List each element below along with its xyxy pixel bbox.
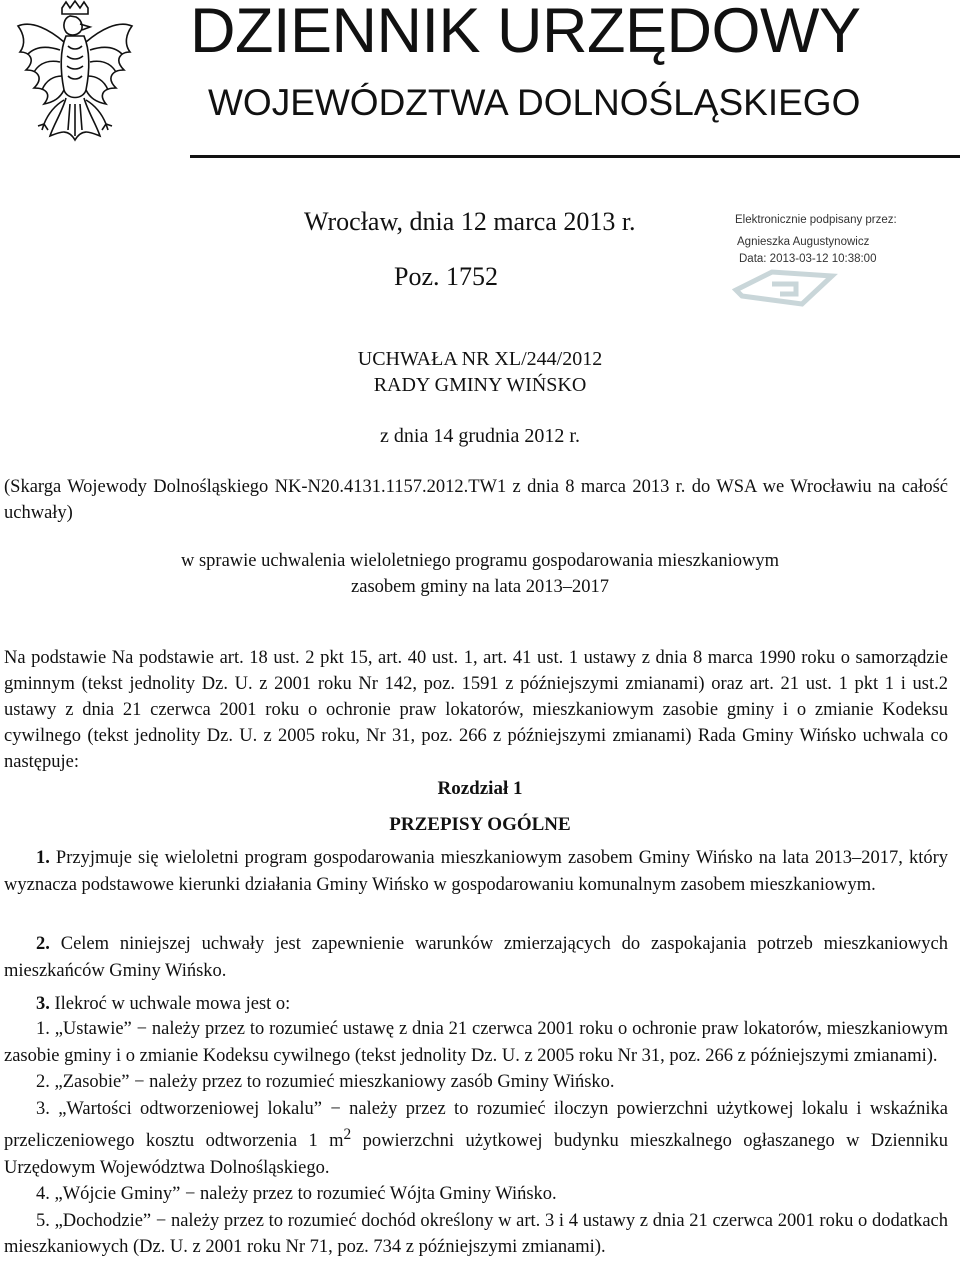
list-item: 4. „Wójcie Gminy” − należy przez to rozumieć Wójta Gminy Wińsko. [36, 1184, 557, 1205]
resolution-date: z dnia 14 grudnia 2012 r. [380, 425, 580, 447]
chapter-title: PRZEPISY OGÓLNE [389, 814, 571, 835]
superscript: 2 [343, 1126, 352, 1143]
publication-date: Wrocław, dnia 12 marca 2013 r. [304, 207, 636, 236]
chapter-label: Rozdział 1 [437, 778, 523, 799]
complaint-note: (Skarga Wojewody Dolnośląskiego NK-N20.4131.1157.2012.TW1 z dnia 8 marca 2013 r. do WSA we Wrocławiu na całość uchwały) [4, 477, 948, 523]
paragraph-text: Ilekroć w uchwale mowa jest o: [49, 994, 291, 1014]
resolution-subject-line2: zasobem gminy na lata 2013–2017 [351, 577, 609, 597]
paragraph-3 [4, 991, 948, 1018]
signature-label: Elektronicznie podpisany przez: [735, 214, 897, 226]
definitions-list [4, 1016, 948, 1261]
electronic-signature [732, 210, 960, 310]
resolution-number: UCHWAŁA NR XL/244/2012 [357, 348, 603, 370]
eagle-emblem-icon [10, 0, 140, 178]
list-item: 5. „Dochodzie” − należy przez to rozumieć dochód określony w art. 3 i 4 ustawy z dnia 21 czerwca 2001 roku o dodatkach mieszkaniowych (Dz. U. z 2001 roku Nr 71, poz. 734 z późniejszymi zmianami). [4, 1210, 948, 1258]
gazette-subtitle: WOJEWÓDZTWA DOLNOŚLĄSKIEGO [208, 82, 861, 123]
position-number: Poz. 1752 [394, 262, 498, 291]
list-item: 1. „Ustawie” − należy przez to rozumieć ustawę z dnia 21 czerwca 2001 roku o ochronie praw lokatorów, mieszkaniowym zasobie gminy i o zmianie Kodeksu cywilnego (tekst jednolity Dz. U. z 2005 roku Nr 31, poz. 266 z późniejszymi zmianami). [4, 1019, 948, 1066]
resolution-subject-line1: w sprawie uchwalenia wieloletniego programu gospodarowania mieszkaniowym [181, 551, 779, 571]
paragraph-number: 1. [36, 848, 50, 868]
list-item: 2. „Zasobie” − należy przez to rozumieć mieszkaniowy zasób Gminy Wińsko. [36, 1072, 615, 1092]
paragraph-2 [4, 931, 948, 984]
resolution-council: RADY GMINY WIŃSKO [373, 374, 587, 396]
signature-date: Data: 2013-03-12 10:38:00 [739, 253, 877, 265]
paragraph-1 [4, 845, 948, 898]
gazette-title: DZIENNIK URZĘDOWY [190, 0, 861, 66]
signature-signer: Agnieszka Augustynowicz [737, 236, 870, 248]
legal-basis: Na podstawie Na podstawie art. 18 ust. 2 pkt 15, art. 40 ust. 1, art. 41 ust. 1 ustawy z dnia 8 marca 1990 roku o samorządzie gminnym (tekst jednolity Dz. U. z 2001 roku Nr 142, poz. 1591 z późniejszymi zmianami) oraz art. 21 ust. 1 pkt 1 i ust.2 ustawy z dnia 21 czerwca 2001 roku o ochronie praw lokatorów, mieszkaniowym zasobie gminy i o zmianie Kodeksu cywilnego (tekst jednolity Dz. U. z 2005 roku, Nr 31, poz. 266 z późniejszymi zmianami) Rada Gminy Wińsko uchwala co następuje: [4, 648, 948, 772]
signature-mark-icon [732, 262, 842, 310]
masthead-divider [190, 155, 960, 158]
paragraph-number: 3. [36, 994, 50, 1014]
paragraph-text: Celem niniejszej uchwały jest zapewnienie warunków zmierzających do zaspokajania potrzeb mieszkaniowych mieszkańców Gminy Wińsko. [4, 934, 948, 981]
paragraph-number: 2. [36, 934, 50, 954]
paragraph-text: Przyjmuje się wieloletni program gospodarowania mieszkaniowym zasobem Gminy Wińsko na lata 2013–2017, który wyznacza podstawowe kierunki działania Gminy Wińsko w gospodarowaniu komunalnym zasobem mieszkaniowym. [4, 848, 948, 895]
list-item: 3. „Wartości odtworzeniowej lokalu” − należy przez to rozumieć iloczyn powierzchni użytkowej lokalu i wskaźnika przeliczeniowego kosztu odtworzenia 1 $m^2$ powierzchni użytkowej budynku mieszkalnego ogłaszanego w Dzienniku Urzędowym Województwa Dolnośląskiego. [4, 1098, 948, 1178]
